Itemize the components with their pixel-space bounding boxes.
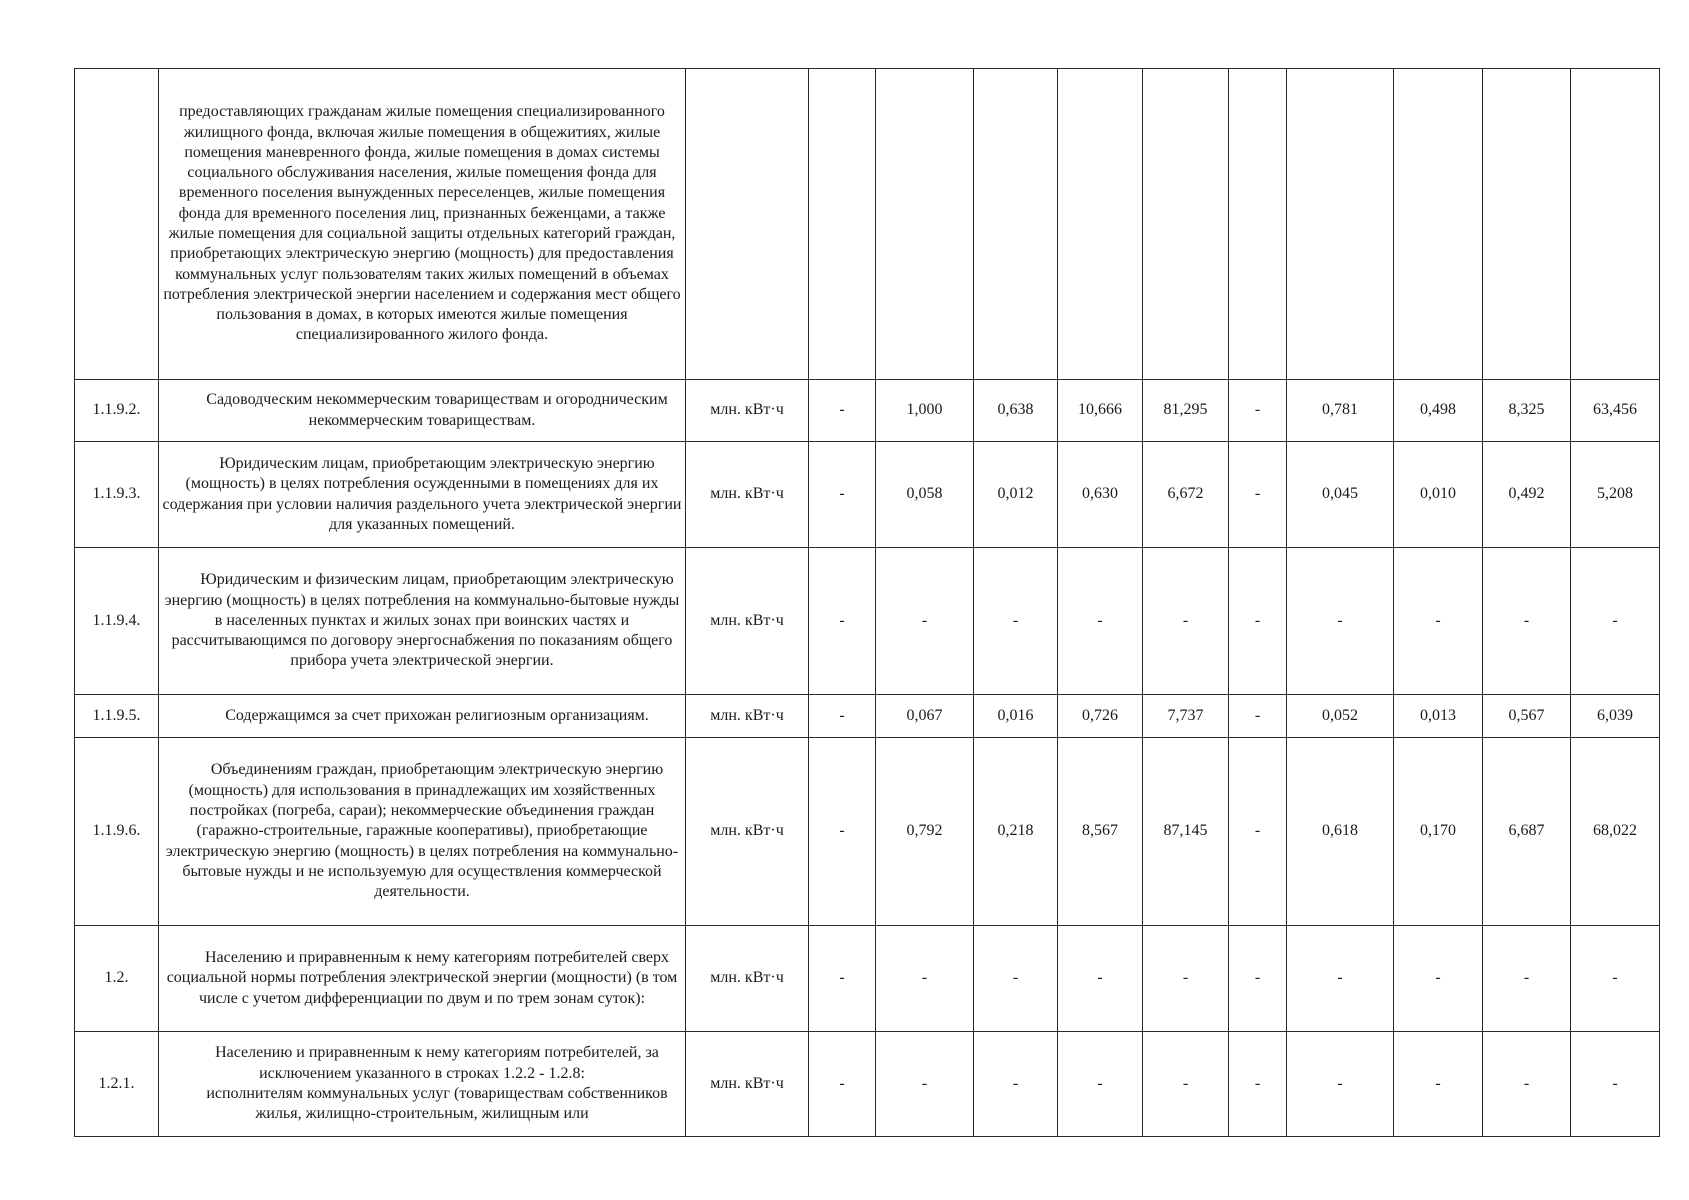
row-value: -: [1143, 548, 1229, 695]
row-value: 0,045: [1287, 442, 1394, 548]
table-row: [75, 442, 1660, 548]
row-number: 1.2.: [75, 926, 159, 1032]
row-value: 0,013: [1394, 695, 1483, 738]
row-value: 6,039: [1571, 695, 1660, 738]
row-value: -: [1394, 1032, 1483, 1137]
row-description: предоставляющих гражданам жилые помещения специализированного жилищного фонда, включая жилые помещения в общежитиях, жилые помещения маневренного фонда, жилые помещения в домах системы социального обслуживания населения, жилые помещения фонда для временного поселения вынужденных переселенцев, жилые помещения фонда для временного поселения лиц, признанных беженцами, а также жилые помещения для социальной защиты отдельных категорий граждан, приобретающих электрическую энергию (мощность) для предоставления коммунальных услуг пользователям таких жилых помещений в объемах потребления электрической энергии населением и содержания мест общего пользования в домах, в которых имеются жилые помещения специализированного жилого фонда.: [159, 69, 686, 380]
table-row: [75, 380, 1660, 442]
row-unit: млн. кВт·ч: [686, 442, 809, 548]
row-value: -: [1394, 926, 1483, 1032]
row-number: 1.1.9.3.: [75, 442, 159, 548]
row-unit: млн. кВт·ч: [686, 695, 809, 738]
row-value: -: [876, 1032, 974, 1137]
row-value: 0,792: [876, 738, 974, 926]
row-value: -: [1571, 1032, 1660, 1137]
row-value: -: [974, 1032, 1058, 1137]
row-description: [159, 1032, 686, 1137]
table-row: [75, 738, 1660, 926]
row-value: 0,567: [1483, 695, 1571, 738]
row-value: -: [1571, 926, 1660, 1032]
row-value: -: [809, 695, 876, 738]
table-row: [75, 1032, 1660, 1137]
row-value: [1483, 69, 1571, 380]
table-row: [75, 548, 1660, 695]
row-number: 1.1.9.6.: [75, 738, 159, 926]
row-value: 8,325: [1483, 380, 1571, 442]
row-value: 0,170: [1394, 738, 1483, 926]
row-value: 63,456: [1571, 380, 1660, 442]
row-unit: млн. кВт·ч: [686, 380, 809, 442]
row-description: Юридическим лицам, приобретающим электрическую энергию (мощность) в целях потребления осужденными в помещениях для их содержания при условии наличия раздельного учета электрической энергии для указанных помещений.: [159, 442, 686, 548]
row-value: -: [1287, 548, 1394, 695]
row-value: -: [1058, 1032, 1143, 1137]
row-value: -: [876, 926, 974, 1032]
row-value: -: [974, 926, 1058, 1032]
row-description-line: исполнителям коммунальных услуг (товариществам собственников жилья, жилищно-строительным, жилищным или: [206, 1085, 668, 1123]
row-number: [75, 69, 159, 380]
row-value: -: [1143, 1032, 1229, 1137]
row-value: 0,781: [1287, 380, 1394, 442]
row-value: 6,672: [1143, 442, 1229, 548]
row-value: -: [1229, 926, 1287, 1032]
row-unit: млн. кВт·ч: [686, 1032, 809, 1137]
row-description: Юридическим и физическим лицам, приобретающим электрическую энергию (мощность) в целях потребления на коммунально-бытовые нужды в населенных пунктах и жилых зонах при воинских частях и рассчитывающимся по договору энергоснабжения по показаниям общего прибора учета электрической энергии.: [159, 548, 686, 695]
row-value: 0,010: [1394, 442, 1483, 548]
row-value: -: [1143, 926, 1229, 1032]
row-number: 1.1.9.4.: [75, 548, 159, 695]
row-value: -: [1483, 926, 1571, 1032]
row-value: -: [809, 380, 876, 442]
table-row: [75, 69, 1660, 380]
row-value: -: [1287, 926, 1394, 1032]
row-value: -: [1058, 926, 1143, 1032]
row-value: [809, 69, 876, 380]
row-number: 1.1.9.5.: [75, 695, 159, 738]
row-value: -: [809, 1032, 876, 1137]
row-unit: млн. кВт·ч: [686, 548, 809, 695]
row-value: [1571, 69, 1660, 380]
table-row: [75, 926, 1660, 1032]
row-value: [974, 69, 1058, 380]
row-value: -: [1287, 1032, 1394, 1137]
row-value: 0,067: [876, 695, 974, 738]
row-value: -: [1394, 548, 1483, 695]
row-value: 0,016: [974, 695, 1058, 738]
row-value: [1058, 69, 1143, 380]
row-value: 0,618: [1287, 738, 1394, 926]
row-value: -: [809, 548, 876, 695]
row-value: -: [1229, 695, 1287, 738]
row-description: Объединениям граждан, приобретающим электрическую энергию (мощность) для использования в принадлежащих им хозяйственных постройках (погреба, сараи); некоммерческие объединения граждан (гаражно-строительные, гаражные кооперативы), приобретающие электрическую энергию (мощность) в целях потребления на коммунально-бытовые нужды и не используемую для осуществления коммерческой деятельности.: [159, 738, 686, 926]
row-value: -: [974, 548, 1058, 695]
row-value: 0,052: [1287, 695, 1394, 738]
row-unit: млн. кВт·ч: [686, 926, 809, 1032]
row-value: -: [809, 738, 876, 926]
row-value: 5,208: [1571, 442, 1660, 548]
row-unit: [686, 69, 809, 380]
row-value: [1394, 69, 1483, 380]
row-value: 68,022: [1571, 738, 1660, 926]
row-value: -: [1229, 380, 1287, 442]
row-value: [876, 69, 974, 380]
row-value: 0,638: [974, 380, 1058, 442]
row-value: -: [1058, 548, 1143, 695]
row-number: 1.1.9.2.: [75, 380, 159, 442]
row-value: 0,630: [1058, 442, 1143, 548]
row-value: 1,000: [876, 380, 974, 442]
row-value: 0,492: [1483, 442, 1571, 548]
row-description: Населению и приравненным к нему категориям потребителей сверх социальной нормы потребления электрической энергии (мощности) (в том числе с учетом дифференциации по двум и по трем зонам суток):: [159, 926, 686, 1032]
tariff-volume-table: [74, 68, 1660, 1137]
row-value: -: [1229, 548, 1287, 695]
row-value: [1229, 69, 1287, 380]
row-value: -: [1483, 548, 1571, 695]
row-description: Садоводческим некоммерческим товариществам и огородническим некоммерческим товариществам.: [159, 380, 686, 442]
row-value: -: [809, 442, 876, 548]
row-value: 6,687: [1483, 738, 1571, 926]
row-value: -: [876, 548, 974, 695]
row-description-line: Населению и приравненным к нему категориям потребителей, за исключением указанного в строках 1.2.2 - 1.2.8:: [215, 1044, 659, 1082]
row-number: 1.2.1.: [75, 1032, 159, 1137]
row-value: 81,295: [1143, 380, 1229, 442]
row-value: 0,012: [974, 442, 1058, 548]
row-value: 7,737: [1143, 695, 1229, 738]
row-value: [1143, 69, 1229, 380]
row-value: -: [809, 926, 876, 1032]
row-value: 0,498: [1394, 380, 1483, 442]
row-value: 0,058: [876, 442, 974, 548]
table-row: [75, 695, 1660, 738]
row-unit: млн. кВт·ч: [686, 738, 809, 926]
row-value: -: [1229, 1032, 1287, 1137]
row-value: 10,666: [1058, 380, 1143, 442]
row-value: -: [1229, 442, 1287, 548]
row-value: 8,567: [1058, 738, 1143, 926]
row-value: -: [1483, 1032, 1571, 1137]
row-value: -: [1229, 738, 1287, 926]
row-value: 0,726: [1058, 695, 1143, 738]
row-description: Содержащимся за счет прихожан религиозным организациям.: [159, 695, 686, 738]
row-value: 87,145: [1143, 738, 1229, 926]
row-value: [1287, 69, 1394, 380]
row-value: 0,218: [974, 738, 1058, 926]
row-value: -: [1571, 548, 1660, 695]
